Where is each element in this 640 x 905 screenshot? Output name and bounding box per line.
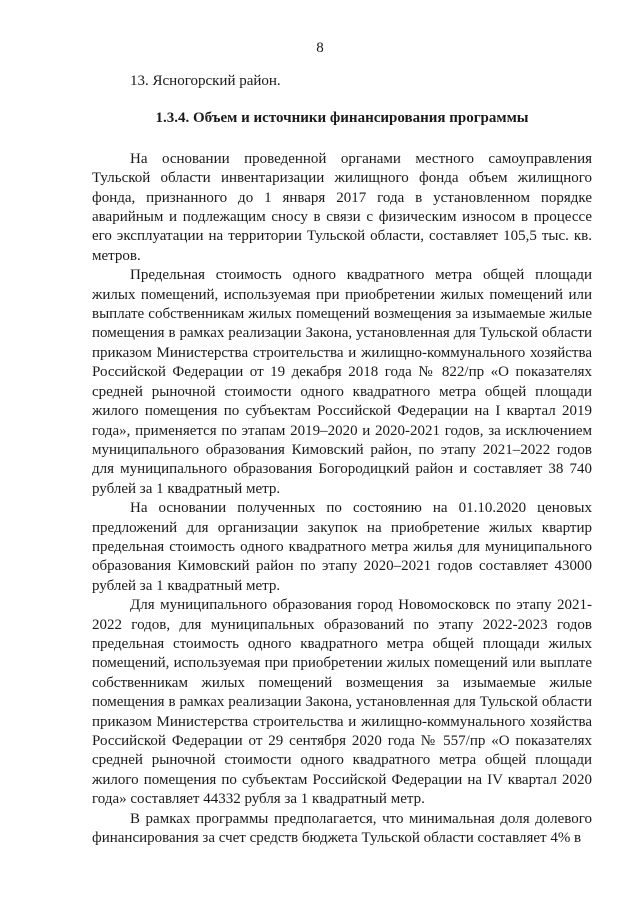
paragraph-1: На основании проведенной органами местного самоуправления Тульской области инвентаризации жилищного фонда объем жилищного фонда, признанного до 1 января 2017 года в установленном порядке аварийным и подлежащим сносу в связи с физическим износом в процессе его эксплуатации на территории Тульской области, составляет 105,5 тыс. кв. метров. bbox=[92, 150, 592, 264]
paragraph-5: В рамках программы предполагается, что минимальная доля долевого финансирования за счет средств бюджета Тульской области составляет 4% в bbox=[92, 810, 592, 847]
paragraph-4: Для муниципального образования город Новомосковск по этапу 2021-2022 годов, для муниципальных образований по этапу 2022-2023 годов предельная стоимость одного квадратного метра общей площади жилых помещений, используемая при приобретении жилых помещений или выплате собственникам жилых помещений возмещения за изымаемые жилые помещения в рамках реализации Закона, установленная для Тульской области приказом Министерства строительства и жилищно-коммунального хозяйства Российской Федерации от 29 сентября 2020 года № 557/пр «О показателях средней рыночной стоимости одного квадратного метра общей площади жилого помещения по субъектам Российской Федерации на IV квартал 2020 года» составляет 44332 рубля за 1 квадратный метр. bbox=[92, 597, 592, 808]
paragraph-3: На основании полученных по состоянию на 01.10.2020 ценовых предложений для организации закупок на приобретение жилых квартир предельная стоимость одного квадратного метра жилья для муниципального образования Кимовский район по этапу 2020–2021 годов составляет 43000 рублей за 1 квадратный метр. bbox=[92, 500, 592, 594]
document-body bbox=[92, 72, 592, 848]
paragraph-2: Предельная стоимость одного квадратного метра общей площади жилых помещений, используемая при приобретении жилых помещений или выплате собственникам жилых помещений возмещения за изымаемые жилые помещения в рамках реализации Закона, установленная для Тульской области приказом Министерства строительства и жилищно-коммунального хозяйства Российской Федерации от 19 декабря 2018 года № 822/пр «О показателях средней рыночной стоимости одного квадратного метра общей площади жилого помещения по субъектам Российской Федерации на I квартал 2019 года», применяется по этапам 2019–2020 и 2020-2021 годов, за исключением муниципального образования Кимовский район, по этапу 2021–2022 годов для муниципального образования Богородицкий район и составляет 38 740 рублей за 1 квадратный метр. bbox=[92, 267, 592, 497]
list-item: 13. Ясногорский район. bbox=[130, 73, 281, 89]
section-title: 1.3.4. Объем и источники финансирования программы bbox=[155, 110, 529, 127]
page-number: 8 bbox=[316, 40, 324, 56]
